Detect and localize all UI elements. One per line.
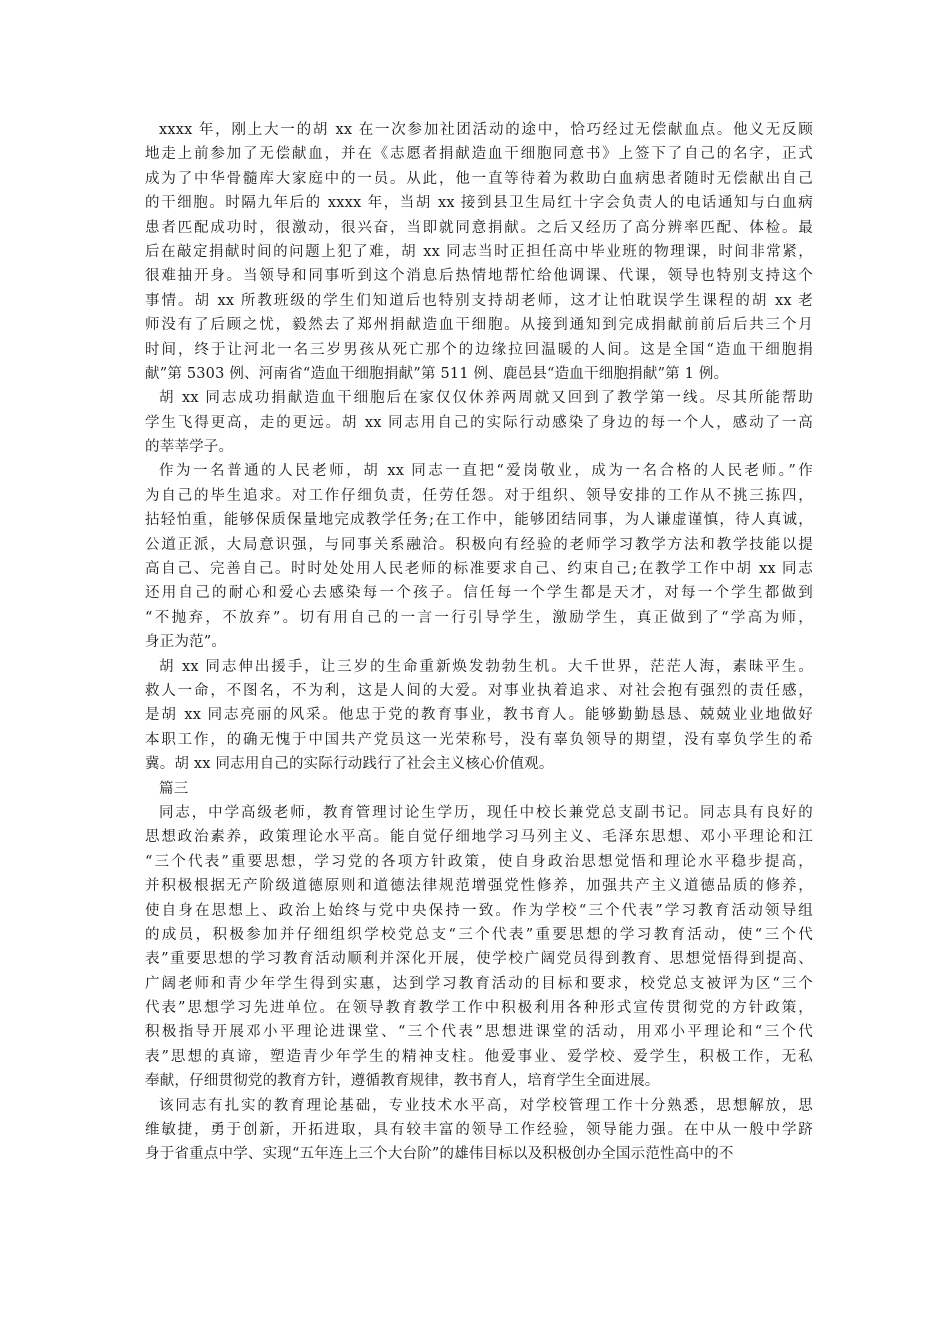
- text-line: 胡 xx 同志伸出援手，让三岁的生命重新焕发勃勃生机。大千世界，茫茫人海，素昧平生。: [159, 658, 813, 675]
- text-line: 是胡 xx 同志亮丽的风采。他忠于党的教育事业，教书育人。能够勤勤恳恳、兢兢业业地做好: [145, 707, 813, 724]
- text-line: 身正为范”。: [145, 634, 227, 651]
- paragraph: [145, 459, 813, 654]
- paragraph: [145, 777, 813, 801]
- text-line: 成为了中华骨髓库大家庭中的一员。从此，他一直等待着为救助白血病患者随时无偿献出自己: [145, 170, 813, 187]
- text-line: 并积极根据无产阶级道德原则和道德法律规范增强党性修养，加强共产主义道德品质的修养，: [145, 878, 813, 895]
- text-line: 的干细胞。时隔九年后的 xxxx 年，当胡 xx 接到县卫生局红十字会负责人的电话通知与白血病: [145, 195, 813, 212]
- text-line: 使自身在思想上、政治上始终与党中央保持一致。作为学校“三个代表”学习教育活动领导组: [145, 902, 813, 919]
- text-line: 表”重要思想的学习教育活动顺利并深化开展，使学校广阔党员得到教育、思想觉悟得到提高、: [145, 951, 813, 968]
- paragraph: [145, 801, 813, 1094]
- text-line: 本职工作，的确无愧于中国共产党员这一光荣称号，没有辜负领导的期望，没有辜负学生的希: [145, 731, 813, 748]
- text-line: 该同志有扎实的教育理论基础，专业技术水平高，对学校管理工作十分熟悉，思想解放，思: [159, 1097, 813, 1114]
- text-line: “不抛弃，不放弃”。切有用自己的一言一行引导学生，激励学生，真正做到了“学高为师，: [145, 609, 813, 626]
- text-line: 后在敲定捐献时间的问题上犯了难，胡 xx 同志当时正担任高中毕业班的物理课，时间非常紧，: [145, 243, 813, 260]
- text-line: 还用自己的耐心和爱心去感染每一个孩子。信任每一个学生都是天才，对每一个学生都做到: [145, 585, 813, 602]
- text-line: 患者匹配成功时，很激动，很兴奋，当即就同意捐献。之后又经历了高分辨率匹配、体检。最: [145, 219, 813, 236]
- text-line: “三个代表”重要思想，学习党的各项方针政策，使自身政治思想觉悟和理论水平稳步提高，: [145, 853, 813, 870]
- text-line: 师没有了后顾之忧，毅然去了郑州捐献造血干细胞。从接到通知到完成捐献前前后后共三个月: [145, 317, 813, 334]
- text-line: 篇三: [159, 780, 189, 797]
- text-line: 时间，终于让河北一名三岁男孩从死亡那个的边缘拉回温暖的人间。这是全国“造血干细胞捐: [145, 341, 813, 358]
- text-line: 地走上前参加了无偿献血，并在《志愿者捐献造血干细胞同意书》上签下了自己的名字，正式: [145, 146, 813, 163]
- paragraph: [145, 386, 813, 459]
- paragraph: [145, 118, 813, 386]
- text-line: 拈轻怕重，能够保质保量地完成教学任务;在工作中，能够团结同事，为人谦虚谨慎，待人真诚，: [145, 512, 813, 529]
- text-line: 很难抽开身。当领导和同事听到这个消息后热情地帮忙给他调课、代课，领导也特别支持这个: [145, 268, 813, 285]
- text-line: 事情。胡 xx 所教班级的学生们知道后也特别支持胡老师，这才让怕耽误学生课程的胡 xx 老: [145, 292, 813, 309]
- text-line: 为自己的毕生追求。对工作仔细负责，任劳任怨。对于组织、领导安排的工作从不挑三拣四，: [145, 487, 813, 504]
- text-line: 学生飞得更高，走的更远。胡 xx 同志用自己的实际行动感染了身边的每一个人，感动了一高: [145, 414, 813, 431]
- text-line: 作为一名普通的人民老师，胡 xx 同志一直把“爱岗敬业，成为一名合格的人民老师。”作: [159, 463, 813, 480]
- text-line: 广阔老师和青少年学生得到实惠，达到学习教育活动的目标和要求，校党总支被评为区“三个: [145, 975, 813, 992]
- text-line: 胡 xx 同志成功捐献造血干细胞后在家仅仅休养两周就又回到了教学第一线。尽其所能帮助: [159, 390, 813, 407]
- paragraph: [145, 1094, 813, 1167]
- text-line: 奉献，仔细贯彻党的教育方针，遵循教育规律，教书育人，培育学生全面进展。: [145, 1073, 660, 1090]
- text-line: 身于省重点中学、实现“五年连上三个大台阶”的雄伟目标以及积极创办全国示范性高中的不: [145, 1146, 734, 1163]
- text-line: 积极指导开展邓小平理论进课堂、“三个代表”思想进课堂的活动，用邓小平理论和“三个代: [145, 1024, 813, 1041]
- text-line: 的莘莘学子。: [145, 439, 234, 456]
- text-line: 的成员，积极参加并仔细组织学校党总支“三个代表”重要思想的学习教育活动，使“三个代: [145, 926, 813, 943]
- document-body: [145, 118, 813, 1167]
- text-line: xxxx 年，刚上大一的胡 xx 在一次参加社团活动的途中，恰巧经过无偿献血点。他义无反顾: [159, 122, 813, 138]
- text-line: 同志，中学高级老师，教育管理讨论生学历，现任中校长兼党总支副书记。同志具有良好的: [159, 804, 813, 821]
- text-line: 表”思想的真谛，塑造青少年学生的精神支柱。他爱事业、爱学校、爱学生，积极工作，无私: [145, 1048, 813, 1065]
- paragraph: [145, 655, 813, 777]
- text-line: 献”第 5303 例、河南省“造血干细胞捐献”第 511 例、鹿邑县“造血干细胞捐献”第 1 例。: [145, 365, 729, 382]
- text-line: 代表”思想学习先进单位。在领导教育教学工作中积极利用各种形式宣传贯彻党的方针政策，: [145, 1000, 813, 1017]
- text-line: 救人一命，不图名，不为利，这是人间的大爱。对事业执着追求、对社会抱有强烈的责任感，: [145, 682, 813, 699]
- text-line: 公道正派，大局意识强，与同事关系融洽。积极向有经验的老师学习教学方法和教学技能以提: [145, 536, 813, 553]
- text-line: 思想政治素养，政策理论水平高。能自觉仔细地学习马列主义、毛泽东思想、邓小平理论和江: [145, 829, 813, 846]
- text-line: 冀。胡 xx 同志用自己的实际行动践行了社会主义核心价值观。: [145, 756, 554, 773]
- text-line: 维敏捷，勇于创新，开拓进取，具有较丰富的领导工作经验，领导能力强。在中从一般中学跻: [145, 1122, 813, 1139]
- text-line: 高自己、完善自己。时时处处用人民老师的标准要求自己、约束自己;在教学工作中胡 xx 同志: [145, 561, 813, 578]
